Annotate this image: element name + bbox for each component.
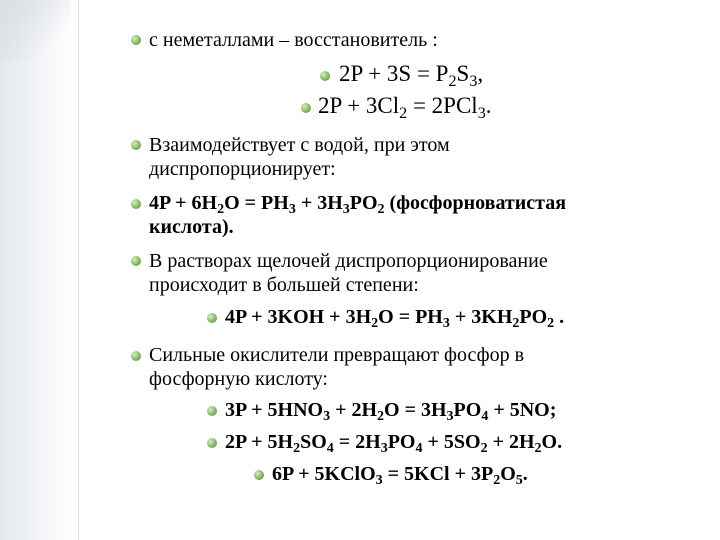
bullet-icon: [131, 256, 141, 266]
equation-p-s: $2P + 3S = P_2S_3$,: [339, 61, 484, 90]
bullet-icon: [207, 313, 217, 323]
border-divider: [78, 0, 79, 540]
bullet-icon: [207, 406, 217, 416]
bullet-icon: [131, 199, 141, 209]
equation-p-koh: $4P + 3KOH + 3H_2O = PH_3 + 3KH_2PO_2$ .: [225, 306, 565, 332]
water-text-line2: диспропорционирует:: [149, 158, 336, 180]
corner-decoration: [0, 0, 70, 60]
intro-text: с неметаллами – восстановитель :: [149, 29, 438, 51]
equation-p-hno3: $3P + 5HNO_3 + 2H_2O = 3H_3PO_4 + 5NO$;: [225, 399, 557, 425]
bullet-icon: [131, 140, 141, 150]
bullet-icon: [301, 103, 311, 113]
alkali-text-line2: происходит в большей степени:: [149, 274, 419, 296]
bullet-icon: [207, 438, 217, 448]
equation-p-kclo3: 6P + 5KClO$_3$ = $5KCl + 3P_2O_5$.: [272, 463, 528, 489]
bullet-icon: [254, 470, 264, 480]
water-text-line1: Взаимодействует с водой, при этом: [149, 134, 450, 156]
oxidizer-text-line1: Сильные окислители превращают фосфор в: [149, 344, 525, 366]
bullet-icon: [131, 35, 141, 45]
equation-p-water: $4P + 6H_2O = PH_3 + 3H_3PO_2$ (фосфорноватистая: [149, 192, 567, 218]
equation-p-water-cont: кислота).: [149, 216, 234, 238]
equation-p-h2so4: $2P + 5H_2SO_4 = 2H_3PO_4 + 5SO_2 + 2H_2O$.: [225, 431, 563, 457]
alkali-text-line1: В растворах щелочей диспропорционирование: [149, 250, 548, 272]
oxidizer-text-line2: фосфорную кислоту:: [149, 368, 328, 390]
left-border-decoration: [0, 0, 78, 540]
equation-p-cl: $2P + 3Cl_2 = 2PCl_3$.: [318, 93, 492, 122]
bullet-icon: [131, 351, 141, 361]
bullet-icon: [320, 71, 330, 81]
